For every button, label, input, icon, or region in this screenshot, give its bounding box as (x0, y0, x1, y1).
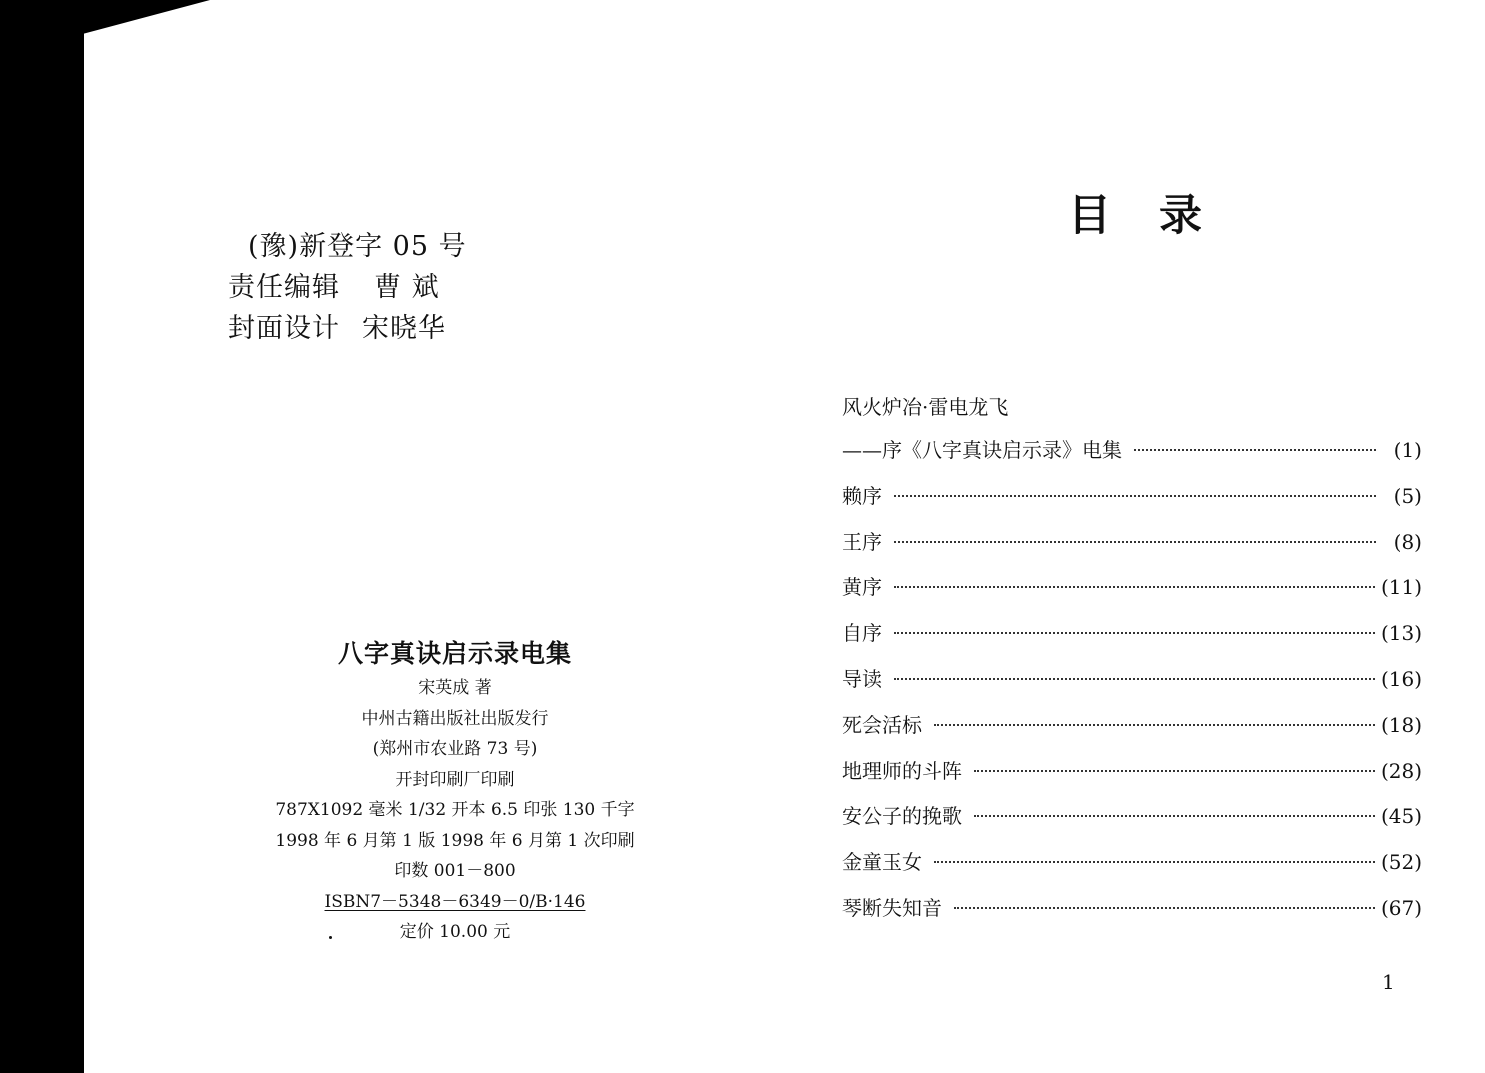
printer-line: 开封印刷厂印刷 (395, 769, 515, 790)
toc-leader-dots (894, 541, 1376, 543)
toc-entry-page: (5) (1393, 483, 1422, 508)
toc-entry-label: 琴断失知音 (842, 895, 942, 920)
toc-entry-label: 导读 (842, 666, 882, 691)
toc-entry (842, 755, 1422, 801)
format-line: 787X1092 毫米 1/32 开本 6.5 印张 130 千字 (275, 800, 635, 820)
editor-label: 责任编辑 (228, 272, 340, 303)
toc-entry (842, 800, 1422, 846)
toc-entry (842, 526, 1422, 572)
table-of-contents (842, 434, 1422, 938)
toc-leader-dots (954, 907, 1375, 909)
editor-line (228, 267, 488, 308)
toc-leader-dots (894, 632, 1375, 634)
toc-entry-label: 安公子的挽歌 (842, 804, 962, 829)
toc-leader-dots (894, 495, 1376, 497)
toc-entry-page: (13) (1380, 621, 1422, 646)
toc-entry-page: (1) (1393, 438, 1422, 462)
isbn-line: ISBN7－5348－6349－0/B·146 (324, 891, 586, 912)
toc-leader-dots (974, 770, 1375, 772)
toc-preface-title: 风火炉冶·雷电龙飞 (842, 395, 1009, 419)
toc-leader-dots (894, 678, 1375, 680)
toc-entry (842, 709, 1422, 755)
toc-entry-label: 自序 (842, 621, 882, 646)
cover-design-label: 封面设计 (228, 313, 340, 344)
toc-entry-page: (18) (1380, 712, 1422, 737)
registration-number: (豫)新登字 05 号 (248, 231, 467, 262)
toc-entry-page: (16) (1380, 666, 1422, 691)
toc-heading: 目录 (1068, 191, 1250, 241)
book-spine-curve (60, 0, 210, 40)
author-line: 宋英成 著 (418, 678, 492, 698)
toc-entry-page: (67) (1380, 895, 1422, 920)
toc-entry-page: (8) (1393, 529, 1422, 554)
toc-entry-label: ——序《八字真诀启示录》电集 (842, 438, 1122, 462)
toc-entry (842, 663, 1422, 709)
toc-entry (842, 480, 1422, 526)
registration-block (228, 226, 488, 349)
editor-name: 曹 斌 (374, 272, 440, 303)
print-run-line: 印数 001－800 (394, 861, 516, 881)
toc-entry (842, 892, 1422, 938)
toc-entry-page: (28) (1380, 758, 1422, 783)
toc-leader-dots (894, 586, 1375, 588)
toc-entry (842, 617, 1422, 663)
toc-entry-page: (45) (1380, 804, 1422, 829)
book-spine-shadow (0, 0, 84, 1073)
colophon (250, 635, 660, 948)
cover-design-line (228, 308, 488, 349)
toc-leader-dots (974, 815, 1375, 817)
cover-designer-name: 宋晓华 (362, 313, 446, 344)
address-line: (郑州市农业路 73 号) (372, 739, 538, 759)
toc-entry-page: (52) (1380, 850, 1422, 875)
toc-entry-label: 死会活标 (842, 712, 922, 737)
page-number: 1 (1382, 970, 1395, 994)
toc-entry (842, 434, 1422, 480)
toc-entry-page: (11) (1380, 575, 1422, 600)
book-title: 八字真诀启示录电集 (337, 639, 572, 668)
toc-leader-dots (934, 724, 1375, 726)
toc-entry-label: 赖序 (842, 483, 882, 508)
edition-line: 1998 年 6 月第 1 版 1998 年 6 月第 1 次印刷 (275, 830, 635, 851)
toc-entry-label: 金童玉女 (842, 850, 922, 875)
publisher-line: 中州古籍出版社出版发行 (361, 708, 549, 729)
toc-entry (842, 571, 1422, 617)
toc-entry-label: 黄序 (842, 575, 882, 600)
toc-entry (842, 846, 1422, 892)
ink-speck (329, 936, 332, 939)
toc-leader-dots (934, 861, 1375, 863)
toc-entry-label: 王序 (842, 529, 882, 554)
toc-leader-dots (1134, 449, 1376, 451)
price-line: 定价 10.00 元 (399, 922, 511, 942)
toc-entry-label: 地理师的斗阵 (842, 758, 962, 783)
